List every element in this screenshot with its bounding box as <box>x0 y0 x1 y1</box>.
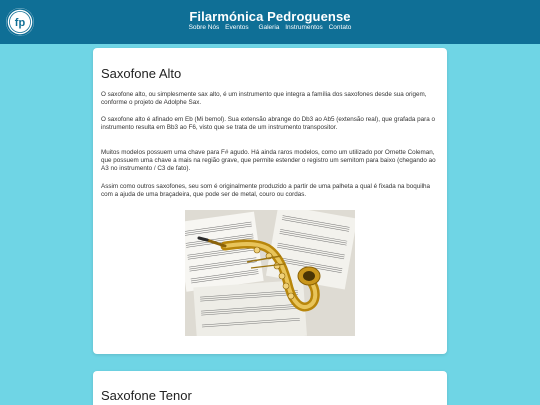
site-header <box>0 0 540 44</box>
site-title[interactable]: Filarmónica Pedroguense <box>189 9 351 24</box>
nav-item-contato[interactable]: Contato <box>328 24 352 31</box>
section-card-saxofone-alto <box>93 48 447 354</box>
section-card-saxofone-tenor <box>93 371 447 405</box>
section-title: Saxofone Alto <box>101 66 182 81</box>
nav-item-eventos[interactable]: Eventos <box>225 24 249 31</box>
logo-text: fp <box>14 17 26 29</box>
section-title: Saxofone Tenor <box>101 388 192 403</box>
section-paragraph: O saxofone alto, ou simplesmente sax alto, é um instrumento que integra a família dos saxofones desde sua origem, conforme o projeto de Adolphe Sax. <box>101 91 427 106</box>
saxophone-photo <box>185 210 355 336</box>
section-paragraph: Muitos modelos possuem uma chave para F# agudo. Há ainda raros modelos, como um utilizado por Ornette Coleman, que possuem uma chave a mais na região grave, que permite estender o registro um semitom para baixo (chegando ao A3 no instrumento / C3 de fato). <box>101 149 436 172</box>
nav-item-sobre-nos[interactable]: Sobre Nós <box>188 24 220 31</box>
section-paragraph: O saxofone alto é afinado em Eb (Mi bemol). Sua extensão abrange do Db3 ao Ab5 (extensão real), que grafada para o instrumento resulta em Bb3 ao F6, visto que se trata de um instrumento transpositor. <box>101 116 435 131</box>
nav-item-instrumentos[interactable]: Instrumentos <box>285 24 323 31</box>
main-nav <box>0 24 540 31</box>
section-paragraph: Assim como outros saxofones, seu som é originalmente produzido a partir de uma palheta a qual é fixada na boquilha com a ajuda de uma braçadeira, que pode ser de metal, couro ou cordas. <box>101 183 431 198</box>
nav-item-galeria[interactable]: Galeria <box>258 24 280 31</box>
